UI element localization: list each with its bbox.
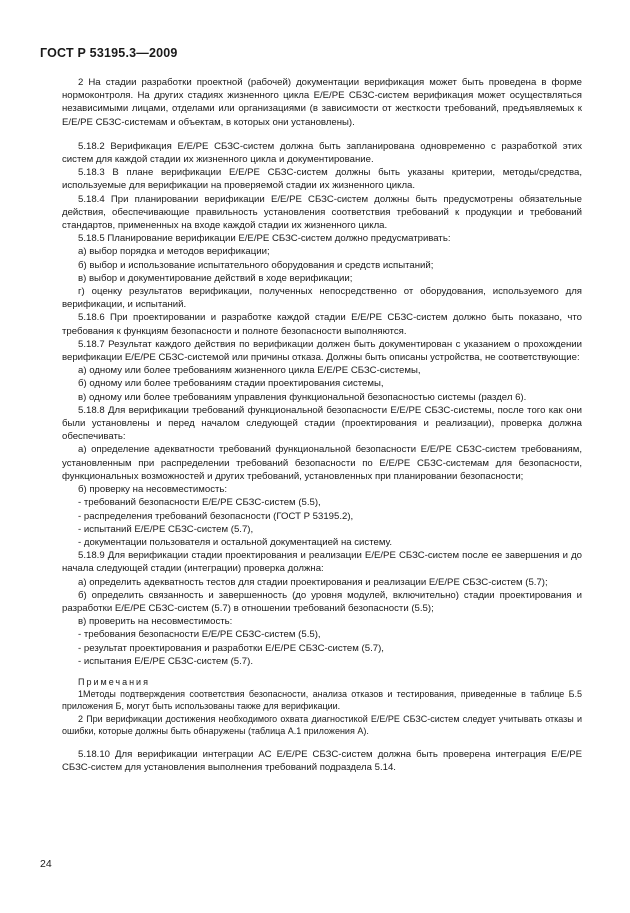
list-item: б) одному или более требованиям стадии проектирования системы,	[78, 378, 384, 390]
list-item: а) одному или более требованиям жизненного цикла Е/Е/РЕ СБЗС-системы,	[78, 365, 421, 377]
paragraph-5-18-7: 5.18.7 Результат каждого действия по верификации должен быть документирован с указанием о прохождении верификации Е/Е/РЕ СБЗС-системой или причины отказа. Должны быть описаны устройства, не соответствующие:	[62, 338, 582, 364]
paragraph-5-18-4: 5.18.4 При планировании верификации Е/Е/РЕ СБЗС-систем должны быть предусмотрены обязательные действия, обеспечивающие правильность установления соответствия требований к продукции и требований стандартов, примененных на входе каждой стадии их жизненного цикла.	[62, 193, 582, 232]
list-item: - испытаний Е/Е/РЕ СБЗС-систем (5.7),	[78, 523, 254, 535]
document-header: ГОСТ Р 53195.3—2009	[40, 46, 178, 60]
page-body	[62, 76, 582, 774]
list-item: в) выбор и документирование действий в ходе верификации;	[78, 272, 353, 284]
notes-title: Примечания	[78, 676, 150, 687]
list-item: в) одному или более требованиям управления функциональной безопасностью системы (раздел 6).	[78, 391, 527, 403]
note-item: 1Методы подтверждения соответствия безопасности, анализа отказов и тестирования, приведенные в таблице Б.5 приложения Б, могут быть использованы также для верификации.	[62, 689, 582, 712]
list-item: б) проверку на несовместимость:	[78, 484, 228, 496]
notes-block	[62, 676, 582, 737]
list-item: б) выбор и использование испытательного оборудования и средств испытаний;	[78, 259, 434, 271]
list-item: - результат проектирования и разработки Е/Е/РЕ СБЗС-систем (5.7),	[78, 642, 384, 654]
list-item: - испытания Е/Е/РЕ СБЗС-систем (5.7).	[78, 655, 253, 667]
list-item: а) определить адекватность тестов для стадии проектирования и реализации Е/Е/РЕ СБЗС-систем (5.7);	[78, 576, 548, 588]
list-item: - распределения требований безопасности (ГОСТ Р 53195.2),	[78, 510, 354, 522]
list-item: - документации пользователя и остальной документацией на систему.	[78, 536, 393, 548]
paragraph-5-18-10: 5.18.10 Для верификации интеграции АС Е/Е/РЕ СБЗС-систем должна быть проверена интеграция Е/Е/РЕ СБЗС-систем для установления выполнения требований подраздела 5.14.	[62, 748, 582, 774]
paragraph-5-18-2: 5.18.2 Верификация Е/Е/РЕ СБЗС-систем должна быть запланирована одновременно с разработкой этих систем для каждой стадии их жизненного цикла и документирование.	[62, 140, 582, 166]
paragraph-note-2-continued: 2 На стадии разработки проектной (рабочей) документации верификация может быть проведена в форме нормоконтроля. На других стадиях жизненного цикла Е/Е/РЕ СБЗС-систем верификация может осуществляться независимыми лицами, отделами или организациями (в зависимости от жесткости требований, предъявляемых к Е/Е/РЕ СБЗС-системам и объектам, в которых они установлены).	[62, 77, 582, 128]
list-item: в) проверить на несовместимость:	[78, 616, 233, 628]
list-item: б) определить связанность и завершенность (до уровня модулей, включительно) стадии проектирования и разработки Е/Е/РЕ СБЗС-систем (5.7) в отношении требований безопасности (5.5);	[62, 589, 582, 614]
note-item: 2 При верификации достижения необходимого охвата диагностикой Е/Е/РЕ СБЗС-систем следует учитывать отказы и ошибки, которые должны быть обнаружены (таблица А.1 приложения А).	[62, 713, 582, 736]
paragraph-5-18-8: 5.18.8 Для верификации требований функциональной безопасности Е/Е/РЕ СБЗС-системы, после того как они были установлены и перед началом следующей стадии (проектирования и реализации), проверка должна обеспечивать:	[62, 404, 582, 443]
list-item: - требования безопасности Е/Е/РЕ СБЗС-систем (5.5),	[78, 629, 321, 641]
list-item: г) оценку результатов верификации, полученных непосредственно от оборудования, используемого для верификации, и испытаний.	[62, 286, 582, 311]
paragraph-5-18-3: 5.18.3 В плане верификации Е/Е/РЕ СБЗС-систем должны быть указаны критерии, методы/средства, используемые для верификации на проверяемой стадии их жизненного цикла.	[62, 167, 582, 192]
paragraph-5-18-6: 5.18.6 При проектировании и разработке каждой стадии Е/Е/РЕ СБЗС-систем должно быть показано, что требования к функциям безопасности и полноте безопасности выполняются.	[62, 312, 582, 337]
page-number: 24	[40, 858, 52, 870]
paragraph-5-18-9: 5.18.9 Для верификации стадии проектирования и реализации Е/Е/РЕ СБЗС-систем после ее завершения и до начала следующей стадии (интеграции) проверка должна:	[62, 550, 582, 575]
paragraph-5-18-5: 5.18.5 Планирование верификации Е/Е/РЕ СБЗС-систем должно предусматривать:	[78, 233, 451, 245]
list-item: - требований безопасности Е/Е/РЕ СБЗС-систем (5.5),	[78, 497, 321, 509]
list-item: а) выбор порядка и методов верификации;	[78, 246, 270, 258]
list-item: а) определение адекватности требований функциональной безопасности Е/Е/РЕ СБЗС-систем требованиям, установленным при распределении требований безопасности по Е/Е/РЕ СБЗС-системам для безопасности, функциональных возможностей и других требований, установленных при планировании безопасности;	[62, 444, 582, 482]
